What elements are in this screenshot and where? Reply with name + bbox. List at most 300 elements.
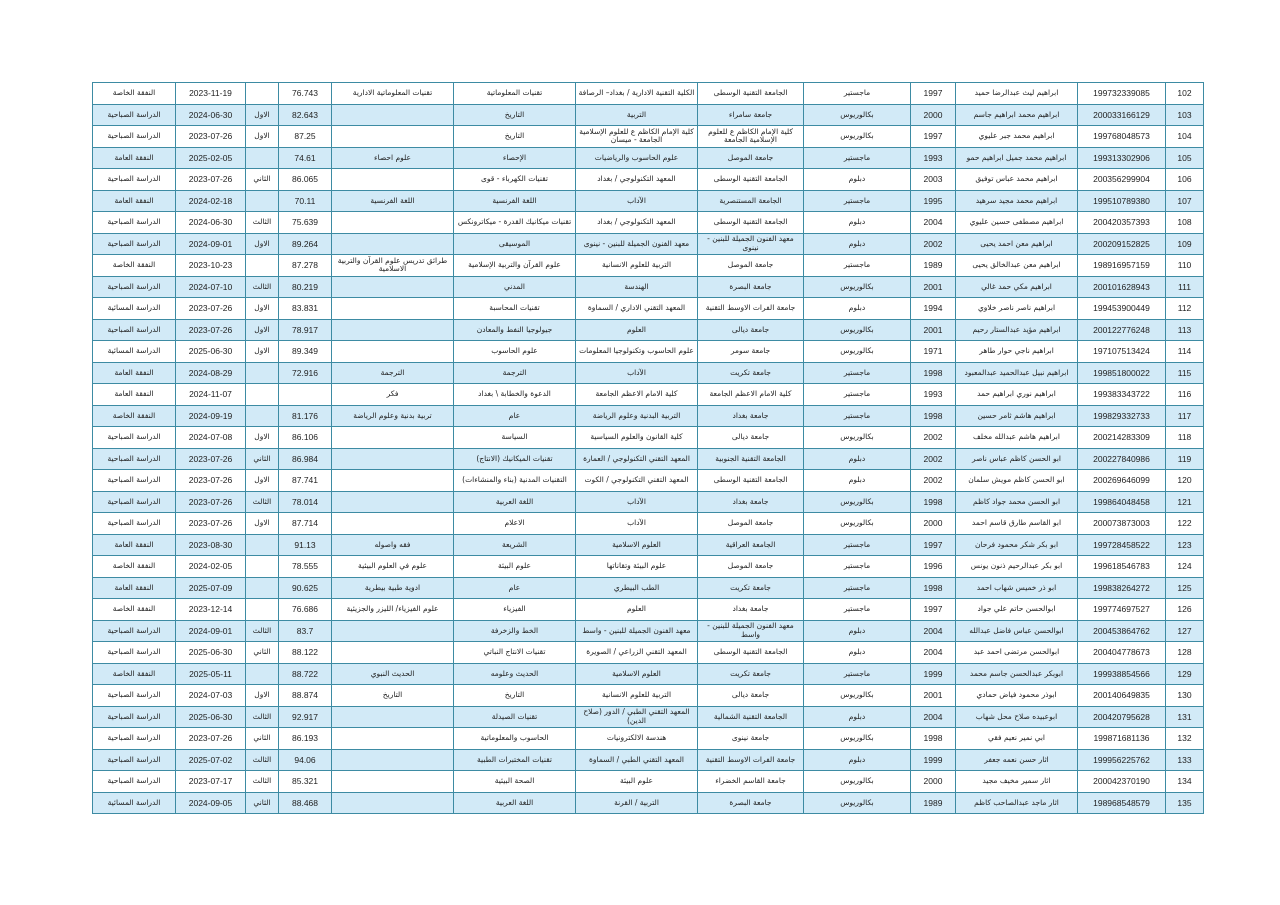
- cell-study-type: الدراسة المسائية: [93, 792, 176, 814]
- table-row: [93, 190, 1204, 212]
- cell-university: الجامعة التقنية الوسطى: [698, 470, 804, 492]
- cell-score: 82.643: [279, 104, 332, 126]
- cell-department: الحديث وعلومه: [454, 663, 576, 685]
- cell-university: معهد الفنون الجميلة للبنين - نينوى: [698, 233, 804, 255]
- cell-degree: ماجستير: [804, 405, 911, 427]
- cell-score: 75.639: [279, 212, 332, 234]
- cell-national-id: 197107513424: [1078, 341, 1166, 363]
- cell-rank: الاول: [246, 513, 279, 535]
- cell-college: هندسة الالكترونيات: [576, 728, 698, 750]
- table-row: [93, 298, 1204, 320]
- cell-department: تقنيات الكهرباء - قوى: [454, 169, 576, 191]
- cell-degree: دبلوم: [804, 620, 911, 642]
- table-row: [93, 749, 1204, 771]
- cell-study-type: النفقة العامة: [93, 190, 176, 212]
- cell-degree: ماجستير: [804, 147, 911, 169]
- cell-department: التاريخ: [454, 685, 576, 707]
- table-row: [93, 405, 1204, 427]
- cell-graduation-date: 2023-07-26: [176, 298, 246, 320]
- cell-national-id: 200420795628: [1078, 706, 1166, 728]
- cell-score: 83.831: [279, 298, 332, 320]
- cell-national-id: 200420357393: [1078, 212, 1166, 234]
- cell-specialization: [332, 642, 454, 664]
- cell-college: الآداب: [576, 190, 698, 212]
- cell-birth-year: 1999: [911, 749, 956, 771]
- cell-degree: دبلوم: [804, 169, 911, 191]
- cell-rank: [246, 384, 279, 406]
- cell-degree: ماجستير: [804, 556, 911, 578]
- cell-specialization: [332, 126, 454, 148]
- cell-birth-year: 1995: [911, 190, 956, 212]
- cell-graduation-date: 2023-12-14: [176, 599, 246, 621]
- cell-rank: الثالث: [246, 620, 279, 642]
- cell-study-type: النفقة العامة: [93, 384, 176, 406]
- cell-study-type: الدراسة الصباحية: [93, 126, 176, 148]
- cell-college: الآداب: [576, 491, 698, 513]
- cell-university: جامعة الموصل: [698, 513, 804, 535]
- cell-full-name: ابوالحسن عباس فاضل عبدالله: [956, 620, 1078, 642]
- cell-score: 78.014: [279, 491, 332, 513]
- cell-score: 87.714: [279, 513, 332, 535]
- cell-national-id: 199864048458: [1078, 491, 1166, 513]
- cell-graduation-date: 2025-02-05: [176, 147, 246, 169]
- cell-birth-year: 1998: [911, 577, 956, 599]
- cell-college: المعهد التقني التكنولوجي / العمارة: [576, 448, 698, 470]
- cell-degree: دبلوم: [804, 298, 911, 320]
- cell-university: جامعة البصرة: [698, 792, 804, 814]
- table-row: [93, 599, 1204, 621]
- cell-rank: [246, 83, 279, 105]
- cell-graduation-date: 2023-07-26: [176, 491, 246, 513]
- cell-study-type: الدراسة الصباحية: [93, 276, 176, 298]
- table-row: [93, 706, 1204, 728]
- cell-birth-year: 1989: [911, 792, 956, 814]
- cell-specialization: ادوية طبية بيطرية: [332, 577, 454, 599]
- cell-row-number: 134: [1166, 771, 1204, 793]
- cell-score: 85.321: [279, 771, 332, 793]
- cell-specialization: [332, 706, 454, 728]
- cell-national-id: 198916957159: [1078, 255, 1166, 277]
- cell-graduation-date: 2024-09-01: [176, 620, 246, 642]
- cell-study-type: الدراسة الصباحية: [93, 513, 176, 535]
- cell-rank: [246, 405, 279, 427]
- cell-college: كلية القانون والعلوم السياسية: [576, 427, 698, 449]
- cell-college: التربية / القرنة: [576, 792, 698, 814]
- cell-full-name: ابو الحسن كاظم عباس ناصر: [956, 448, 1078, 470]
- cell-degree: دبلوم: [804, 448, 911, 470]
- cell-row-number: 126: [1166, 599, 1204, 621]
- cell-specialization: [332, 298, 454, 320]
- cell-score: 92.917: [279, 706, 332, 728]
- cell-score: 88.874: [279, 685, 332, 707]
- cell-full-name: ابو الحسن محمد جواد كاظم: [956, 491, 1078, 513]
- cell-birth-year: 2001: [911, 685, 956, 707]
- cell-degree: ماجستير: [804, 663, 911, 685]
- cell-study-type: النفقة الخاصة: [93, 663, 176, 685]
- cell-department: التقنيات المدنية (بناء والمنشاءات): [454, 470, 576, 492]
- table-row: [93, 470, 1204, 492]
- cell-row-number: 107: [1166, 190, 1204, 212]
- cell-college: التربية للعلوم الانسانية: [576, 255, 698, 277]
- cell-graduation-date: 2024-09-05: [176, 792, 246, 814]
- cell-graduation-date: 2024-09-19: [176, 405, 246, 427]
- cell-specialization: فقه واصوله: [332, 534, 454, 556]
- cell-college: الآداب: [576, 513, 698, 535]
- cell-graduation-date: 2023-07-26: [176, 169, 246, 191]
- cell-degree: دبلوم: [804, 642, 911, 664]
- cell-specialization: [332, 104, 454, 126]
- cell-department: اللغة العربية: [454, 792, 576, 814]
- cell-full-name: ابوذر محمود فياض حمادي: [956, 685, 1078, 707]
- cell-department: الخط والزخرفة: [454, 620, 576, 642]
- cell-specialization: الترجمة: [332, 362, 454, 384]
- table-row: [93, 169, 1204, 191]
- cell-score: 87.25: [279, 126, 332, 148]
- table-body: [93, 83, 1204, 814]
- cell-national-id: 199383343722: [1078, 384, 1166, 406]
- cell-birth-year: 1998: [911, 405, 956, 427]
- cell-row-number: 135: [1166, 792, 1204, 814]
- cell-degree: بكالوريوس: [804, 319, 911, 341]
- cell-rank: الثالث: [246, 749, 279, 771]
- table-row: [93, 126, 1204, 148]
- cell-department: السياسة: [454, 427, 576, 449]
- cell-score: [279, 384, 332, 406]
- cell-study-type: الدراسة الصباحية: [93, 642, 176, 664]
- cell-row-number: 106: [1166, 169, 1204, 191]
- cell-rank: [246, 255, 279, 277]
- cell-university: جامعة بغداد: [698, 599, 804, 621]
- cell-degree: بكالوريوس: [804, 126, 911, 148]
- cell-department: اللغة الفرنسية: [454, 190, 576, 212]
- cell-national-id: 200101628943: [1078, 276, 1166, 298]
- cell-rank: الاول: [246, 470, 279, 492]
- cell-national-id: 199956225762: [1078, 749, 1166, 771]
- cell-university: جامعة بغداد: [698, 491, 804, 513]
- cell-row-number: 113: [1166, 319, 1204, 341]
- cell-university: الجامعة التقنية الوسطى: [698, 642, 804, 664]
- cell-national-id: 199453900449: [1078, 298, 1166, 320]
- table-row: [93, 384, 1204, 406]
- cell-college: الطب البيطري: [576, 577, 698, 599]
- cell-row-number: 123: [1166, 534, 1204, 556]
- cell-study-type: الدراسة الصباحية: [93, 212, 176, 234]
- cell-university: جامعة الفرات الاوسط التقنية: [698, 749, 804, 771]
- cell-birth-year: 1993: [911, 147, 956, 169]
- cell-national-id: 199732339085: [1078, 83, 1166, 105]
- cell-graduation-date: 2023-07-26: [176, 470, 246, 492]
- cell-graduation-date: 2024-07-10: [176, 276, 246, 298]
- cell-college: العلوم الاسلامية: [576, 534, 698, 556]
- cell-department: الموسيقى: [454, 233, 576, 255]
- cell-college: المعهد التكنولوجي / بغداد: [576, 169, 698, 191]
- cell-birth-year: 2004: [911, 620, 956, 642]
- cell-department: تقنيات الصيدلة: [454, 706, 576, 728]
- cell-department: الاعلام: [454, 513, 576, 535]
- cell-national-id: 199851800022: [1078, 362, 1166, 384]
- cell-birth-year: 2000: [911, 513, 956, 535]
- students-table: [92, 82, 1204, 814]
- cell-degree: ماجستير: [804, 577, 911, 599]
- cell-row-number: 118: [1166, 427, 1204, 449]
- cell-study-type: الدراسة المسائية: [93, 341, 176, 363]
- cell-rank: الثاني: [246, 642, 279, 664]
- cell-rank: الاول: [246, 298, 279, 320]
- cell-graduation-date: 2025-07-02: [176, 749, 246, 771]
- cell-row-number: 116: [1166, 384, 1204, 406]
- cell-study-type: النفقة الخاصة: [93, 83, 176, 105]
- cell-degree: بكالوريوس: [804, 685, 911, 707]
- cell-graduation-date: 2023-11-19: [176, 83, 246, 105]
- cell-college: علوم الحاسوب والرياضيات: [576, 147, 698, 169]
- cell-rank: الاول: [246, 126, 279, 148]
- cell-birth-year: 1997: [911, 534, 956, 556]
- cell-specialization: علوم في العلوم البيئية: [332, 556, 454, 578]
- cell-study-type: الدراسة الصباحية: [93, 169, 176, 191]
- cell-study-type: الدراسة الصباحية: [93, 728, 176, 750]
- table-row: [93, 83, 1204, 105]
- cell-study-type: الدراسة الصباحية: [93, 685, 176, 707]
- cell-graduation-date: 2023-07-26: [176, 319, 246, 341]
- cell-rank: الثاني: [246, 792, 279, 814]
- cell-full-name: اثار ماجد عبدالصاحب كاظم: [956, 792, 1078, 814]
- cell-birth-year: 2000: [911, 771, 956, 793]
- cell-graduation-date: 2025-07-09: [176, 577, 246, 599]
- table-row: [93, 663, 1204, 685]
- cell-specialization: [332, 470, 454, 492]
- cell-national-id: 199313302906: [1078, 147, 1166, 169]
- cell-birth-year: 2002: [911, 448, 956, 470]
- cell-full-name: ابراهيم ليث عبدالرضا حميد: [956, 83, 1078, 105]
- cell-university: الجامعة التقنية الوسطى: [698, 83, 804, 105]
- cell-study-type: الدراسة الصباحية: [93, 448, 176, 470]
- cell-department: الإحصاء: [454, 147, 576, 169]
- cell-national-id: 200122776248: [1078, 319, 1166, 341]
- cell-full-name: ابو بكر شكر محمود فرحان: [956, 534, 1078, 556]
- cell-specialization: الحديث النبوي: [332, 663, 454, 685]
- cell-department: الحاسوب والمعلوماتية: [454, 728, 576, 750]
- cell-national-id: 200033166129: [1078, 104, 1166, 126]
- cell-college: التربية البدنية وعلوم الرياضة: [576, 405, 698, 427]
- cell-college: علوم الحاسوب وتكنولوجيا المعلومات: [576, 341, 698, 363]
- cell-full-name: اثار سمير مخيف مجيد: [956, 771, 1078, 793]
- cell-full-name: ابو بكر عبدالرحيم ذنون يونس: [956, 556, 1078, 578]
- cell-degree: بكالوريوس: [804, 104, 911, 126]
- cell-full-name: اثار حسن نعمه جعفر: [956, 749, 1078, 771]
- cell-university: كلية الإمام الكاظم ع للعلوم الإسلامية الجامعة: [698, 126, 804, 148]
- cell-degree: دبلوم: [804, 749, 911, 771]
- cell-college: كلية الإمام الكاظم ع للعلوم الإسلامية الجامعة - ميسان: [576, 126, 698, 148]
- cell-national-id: 200404778673: [1078, 642, 1166, 664]
- cell-college: كلية الامام الاعظم الجامعة: [576, 384, 698, 406]
- cell-college: المعهد التقني التكنولوجي / الكوت: [576, 470, 698, 492]
- cell-degree: بكالوريوس: [804, 276, 911, 298]
- cell-rank: الثالث: [246, 491, 279, 513]
- cell-national-id: 200269646099: [1078, 470, 1166, 492]
- cell-college: الكلية التقنية الادارية / بغداد– الرصافة: [576, 83, 698, 105]
- cell-row-number: 108: [1166, 212, 1204, 234]
- cell-birth-year: 2002: [911, 233, 956, 255]
- cell-national-id: 200140649835: [1078, 685, 1166, 707]
- cell-degree: ماجستير: [804, 384, 911, 406]
- cell-full-name: ابي نمير نعيم فقي: [956, 728, 1078, 750]
- cell-specialization: [332, 491, 454, 513]
- cell-study-type: الدراسة الصباحية: [93, 620, 176, 642]
- cell-graduation-date: 2025-06-30: [176, 706, 246, 728]
- cell-row-number: 122: [1166, 513, 1204, 535]
- cell-birth-year: 2001: [911, 319, 956, 341]
- cell-study-type: النفقة الخاصة: [93, 405, 176, 427]
- cell-degree: بكالوريوس: [804, 341, 911, 363]
- cell-university: الجامعة العراقية: [698, 534, 804, 556]
- cell-graduation-date: 2024-11-07: [176, 384, 246, 406]
- cell-graduation-date: 2024-07-08: [176, 427, 246, 449]
- cell-score: 86.065: [279, 169, 332, 191]
- cell-national-id: 199618546783: [1078, 556, 1166, 578]
- cell-birth-year: 1998: [911, 362, 956, 384]
- cell-birth-year: 2001: [911, 276, 956, 298]
- cell-degree: دبلوم: [804, 470, 911, 492]
- cell-full-name: ابراهيم مؤيد عبدالستار رحيم: [956, 319, 1078, 341]
- cell-birth-year: 2004: [911, 212, 956, 234]
- cell-specialization: [332, 169, 454, 191]
- cell-row-number: 104: [1166, 126, 1204, 148]
- cell-degree: ماجستير: [804, 255, 911, 277]
- table-row: [93, 212, 1204, 234]
- cell-birth-year: 2002: [911, 427, 956, 449]
- cell-full-name: ابوالحسن مرتضى احمد عبد: [956, 642, 1078, 664]
- cell-full-name: ابراهيم ناجي حوار طاهر: [956, 341, 1078, 363]
- cell-rank: الثالث: [246, 706, 279, 728]
- cell-department: الترجمة: [454, 362, 576, 384]
- table-row: [93, 685, 1204, 707]
- cell-study-type: الدراسة الصباحية: [93, 233, 176, 255]
- cell-university: الجامعة التقنية الجنوبية: [698, 448, 804, 470]
- cell-college: العلوم: [576, 599, 698, 621]
- cell-department: جيولوجيا النفط والمعادن: [454, 319, 576, 341]
- cell-department: تقنيات ميكانيك القدرة - ميكاترونكس: [454, 212, 576, 234]
- table-row: [93, 427, 1204, 449]
- cell-national-id: 199871681136: [1078, 728, 1166, 750]
- cell-university: جامعة بغداد: [698, 405, 804, 427]
- cell-study-type: الدراسة الصباحية: [93, 104, 176, 126]
- cell-college: علوم البيئة: [576, 771, 698, 793]
- cell-university: جامعة تكريت: [698, 577, 804, 599]
- cell-national-id: 199728458522: [1078, 534, 1166, 556]
- cell-graduation-date: 2025-05-11: [176, 663, 246, 685]
- table-row: [93, 534, 1204, 556]
- cell-rank: الاول: [246, 104, 279, 126]
- cell-national-id: 199838264272: [1078, 577, 1166, 599]
- cell-specialization: [332, 276, 454, 298]
- cell-degree: دبلوم: [804, 706, 911, 728]
- cell-national-id: 198968548579: [1078, 792, 1166, 814]
- cell-full-name: ابراهيم هاشم ثامر حسين: [956, 405, 1078, 427]
- cell-college: علوم البيئة وتقاناتها: [576, 556, 698, 578]
- cell-specialization: [332, 513, 454, 535]
- cell-score: 83.7: [279, 620, 332, 642]
- cell-national-id: 199768048573: [1078, 126, 1166, 148]
- cell-specialization: [332, 620, 454, 642]
- cell-degree: بكالوريوس: [804, 513, 911, 535]
- cell-specialization: [332, 749, 454, 771]
- cell-university: جامعة الموصل: [698, 255, 804, 277]
- cell-degree: ماجستير: [804, 599, 911, 621]
- cell-national-id: 199829332733: [1078, 405, 1166, 427]
- table-row: [93, 104, 1204, 126]
- cell-graduation-date: 2024-02-05: [176, 556, 246, 578]
- cell-university: جامعة سامراء: [698, 104, 804, 126]
- cell-specialization: [332, 233, 454, 255]
- table-row: [93, 620, 1204, 642]
- cell-birth-year: 1997: [911, 83, 956, 105]
- cell-department: المدني: [454, 276, 576, 298]
- cell-full-name: ابراهيم محمد ابراهيم جاسم: [956, 104, 1078, 126]
- cell-college: الآداب: [576, 362, 698, 384]
- cell-degree: بكالوريوس: [804, 491, 911, 513]
- cell-degree: بكالوريوس: [804, 728, 911, 750]
- table-row: [93, 362, 1204, 384]
- cell-score: 72.916: [279, 362, 332, 384]
- cell-row-number: 132: [1166, 728, 1204, 750]
- cell-national-id: 200356299904: [1078, 169, 1166, 191]
- cell-study-type: النفقة العامة: [93, 534, 176, 556]
- cell-score: 88.722: [279, 663, 332, 685]
- cell-score: 76.686: [279, 599, 332, 621]
- cell-rank: [246, 534, 279, 556]
- cell-row-number: 117: [1166, 405, 1204, 427]
- cell-university: جامعة نينوى: [698, 728, 804, 750]
- cell-birth-year: 2004: [911, 642, 956, 664]
- cell-graduation-date: 2024-06-30: [176, 212, 246, 234]
- cell-full-name: ابراهيم هاشم عبدالله مخلف: [956, 427, 1078, 449]
- cell-study-type: الدراسة الصباحية: [93, 427, 176, 449]
- cell-rank: الاول: [246, 319, 279, 341]
- table-row: [93, 556, 1204, 578]
- cell-department: اللغة العربية: [454, 491, 576, 513]
- cell-score: 78.555: [279, 556, 332, 578]
- cell-degree: بكالوريوس: [804, 792, 911, 814]
- cell-birth-year: 1999: [911, 663, 956, 685]
- cell-row-number: 127: [1166, 620, 1204, 642]
- cell-score: 78.917: [279, 319, 332, 341]
- cell-department: تقنيات الميكانيك (الانتاج): [454, 448, 576, 470]
- cell-full-name: ابراهيم مصطفى حسين عليوي: [956, 212, 1078, 234]
- cell-row-number: 111: [1166, 276, 1204, 298]
- table-row: [93, 276, 1204, 298]
- cell-rank: الثالث: [246, 212, 279, 234]
- table-row: [93, 255, 1204, 277]
- cell-specialization: طرائق تدريس علوم القرآن والتربية الاسلامية: [332, 255, 454, 277]
- cell-department: تقنيات الانتاج النباتي: [454, 642, 576, 664]
- cell-graduation-date: 2024-09-01: [176, 233, 246, 255]
- cell-row-number: 112: [1166, 298, 1204, 320]
- cell-department: الشريعة: [454, 534, 576, 556]
- cell-birth-year: 1997: [911, 126, 956, 148]
- cell-department: تقنيات المحاسبة: [454, 298, 576, 320]
- cell-national-id: 200073873003: [1078, 513, 1166, 535]
- cell-row-number: 121: [1166, 491, 1204, 513]
- cell-birth-year: 1994: [911, 298, 956, 320]
- cell-birth-year: 2000: [911, 104, 956, 126]
- cell-specialization: التاريخ: [332, 685, 454, 707]
- cell-row-number: 109: [1166, 233, 1204, 255]
- table-row: [93, 319, 1204, 341]
- cell-score: 89.349: [279, 341, 332, 363]
- cell-score: 86.193: [279, 728, 332, 750]
- cell-full-name: ابراهيم محمد جميل ابراهيم حمو: [956, 147, 1078, 169]
- cell-college: العلوم: [576, 319, 698, 341]
